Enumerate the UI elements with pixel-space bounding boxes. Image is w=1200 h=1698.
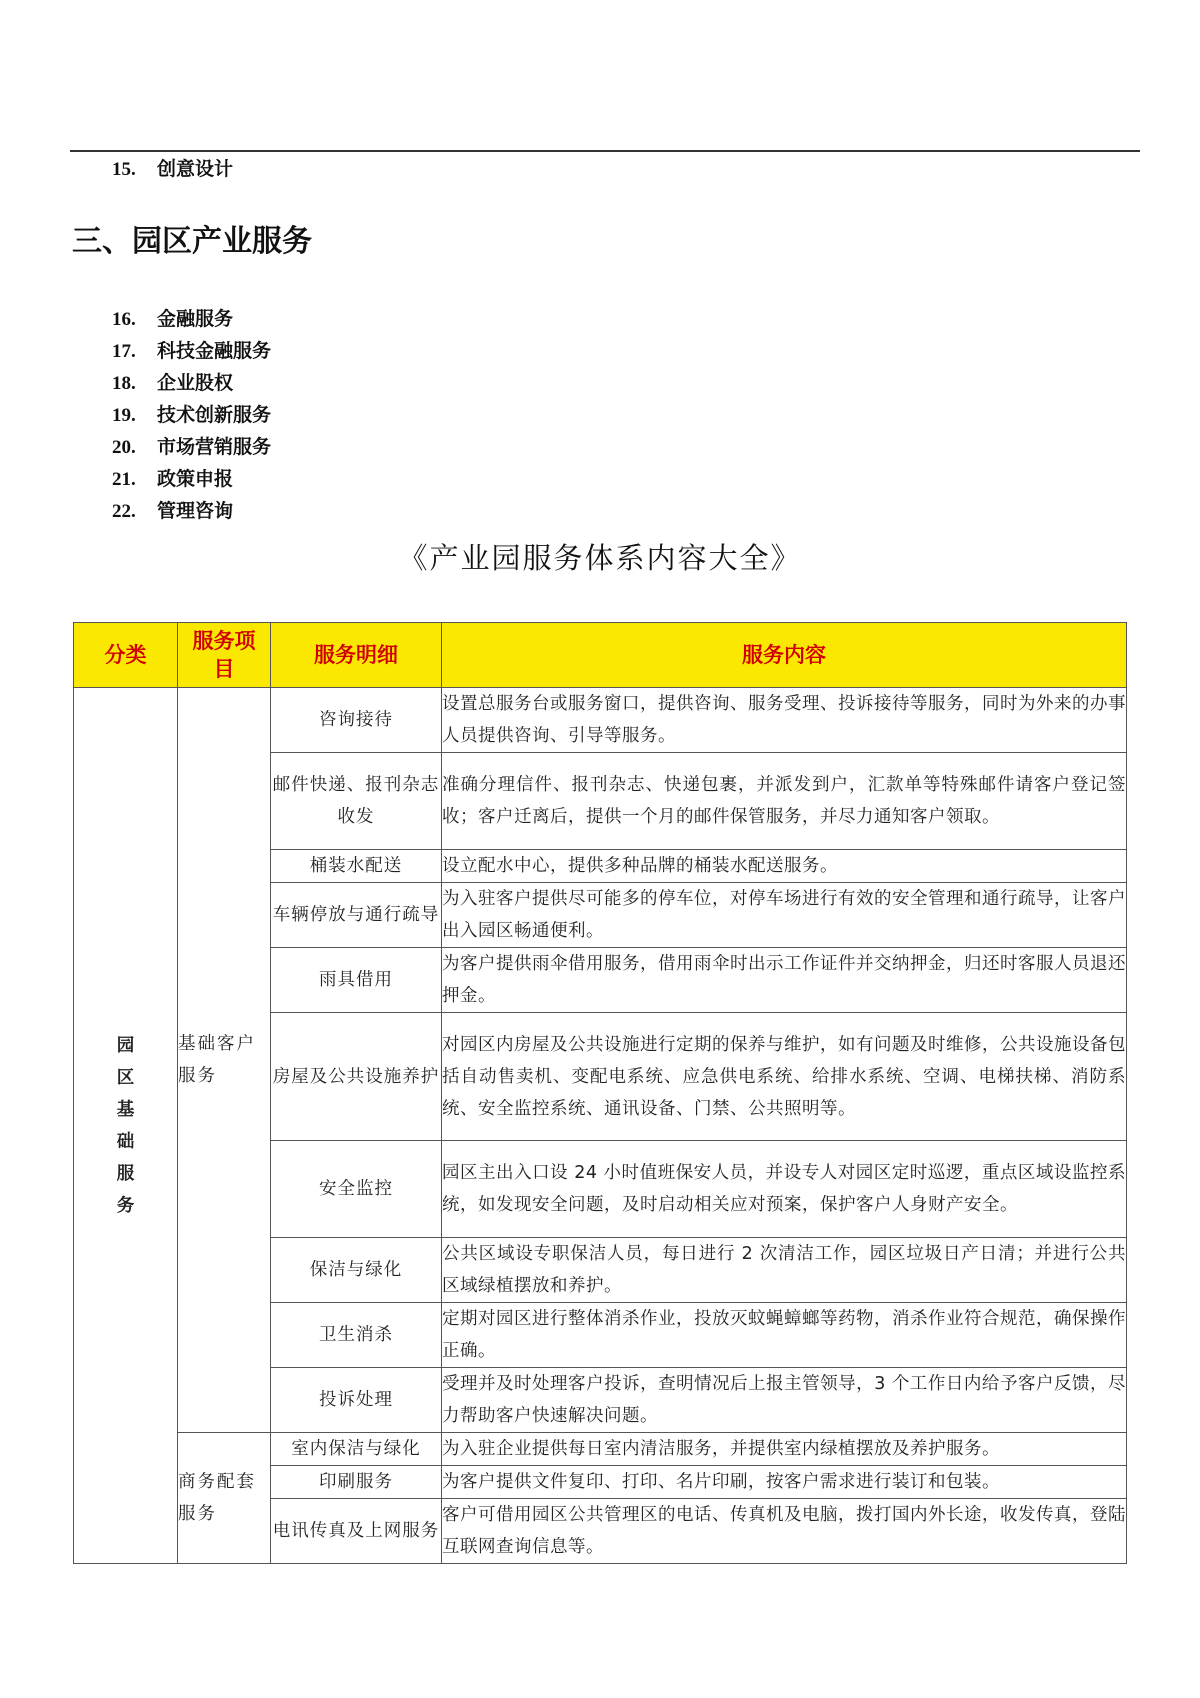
- header-category: 分类: [74, 623, 178, 688]
- detail-cell: 印刷服务: [271, 1466, 442, 1499]
- detail-cell: 雨具借用: [271, 948, 442, 1013]
- detail-cell: 房屋及公共设施养护: [271, 1013, 442, 1141]
- detail-cell: 电讯传真及上网服务: [271, 1499, 442, 1564]
- toc-item-label: 管理咨询: [157, 500, 234, 522]
- content-cell: 为入驻客户提供尽可能多的停车位，对停车场进行有效的安全管理和通行疏导，让客户出入园区畅通便利。: [442, 883, 1127, 948]
- content-cell: 为客户提供雨伞借用服务，借用雨伞时出示工作证件并交纳押金，归还时客服人员退还押金。: [442, 948, 1127, 1013]
- toc-item: [112, 495, 271, 527]
- detail-cell: 桶装水配送: [271, 850, 442, 883]
- table-row: [74, 1433, 1127, 1466]
- toc-item-number: 15.: [112, 159, 136, 180]
- header-rule: [70, 150, 1140, 152]
- detail-cell: 咨询接待: [271, 688, 442, 753]
- project-label: 商务配套服务: [178, 1472, 256, 1524]
- toc-item: [112, 153, 233, 185]
- detail-cell: 邮件快递、报刊杂志收发: [271, 753, 442, 850]
- toc-item-number: 18.: [112, 373, 136, 394]
- toc-item: [112, 399, 271, 431]
- toc-item: [112, 303, 271, 335]
- toc-item-label: 金融服务: [157, 308, 234, 330]
- content-cell: 为客户提供文件复印、打印、名片印刷，按客户需求进行装订和包装。: [442, 1466, 1127, 1499]
- content-cell: 为入驻企业提供每日室内清洁服务，并提供室内绿植摆放及养护服务。: [442, 1433, 1127, 1466]
- table-row: [74, 688, 1127, 753]
- toc-item-number: 20.: [112, 437, 136, 458]
- detail-cell: 安全监控: [271, 1141, 442, 1238]
- header-content: 服务内容: [442, 623, 1127, 688]
- toc-item: [112, 335, 271, 367]
- service-table: [73, 622, 1127, 1564]
- toc-item: [112, 367, 271, 399]
- content-cell: 设立配水中心，提供多种品牌的桶装水配送服务。: [442, 850, 1127, 883]
- toc-item-number: 21.: [112, 469, 136, 490]
- detail-cell: 室内保洁与绿化: [271, 1433, 442, 1466]
- document-title: 《产业园服务体系内容大全》: [398, 541, 802, 575]
- toc-item-label: 市场营销服务: [157, 436, 272, 458]
- toc-item-number: 22.: [112, 501, 136, 522]
- content-cell: 客户可借用园区公共管理区的电话、传真机及电脑，拨打国内外长途，收发传真，登陆互联网查询信息等。: [442, 1499, 1127, 1564]
- content-cell: 定期对园区进行整体消杀作业，投放灭蚊蝇蟑螂等药物，消杀作业符合规范，确保操作正确。: [442, 1303, 1127, 1368]
- toc-list: [112, 303, 271, 527]
- project-cell: [178, 1433, 271, 1564]
- toc-item-number: 16.: [112, 309, 136, 330]
- detail-cell: 保洁与绿化: [271, 1238, 442, 1303]
- content-cell: 园区主出入口设 24 小时值班保安人员，并设专人对园区定时巡逻，重点区域设监控系统，如发现安全问题，及时启动相关应对预案，保护客户人身财产安全。: [442, 1141, 1127, 1238]
- content-cell: 设置总服务台或服务窗口，提供咨询、服务受理、投诉接待等服务，同时为外来的办事人员提供咨询、引导等服务。: [442, 688, 1127, 753]
- table-header-row: [74, 623, 1127, 688]
- header-detail: 服务明细: [271, 623, 442, 688]
- toc-list-top: [112, 153, 233, 185]
- header-project: 服务项目: [178, 623, 271, 688]
- toc-item-label: 科技金融服务: [157, 340, 272, 362]
- project-label: 基础客户服务: [178, 1034, 256, 1086]
- toc-item-number: 17.: [112, 341, 136, 362]
- content-cell: 准确分理信件、报刊杂志、快递包裹，并派发到户，汇款单等特殊邮件请客户登记签收；客户迁离后，提供一个月的邮件保管服务，并尽力通知客户领取。: [442, 753, 1127, 850]
- project-cell: [178, 688, 271, 1433]
- section-heading: 三、园区产业服务: [72, 224, 312, 259]
- toc-item-label: 政策申报: [157, 468, 234, 490]
- toc-item-label: 创意设计: [157, 158, 234, 180]
- category-label: 园区基础服务: [116, 1035, 135, 1216]
- detail-cell: 车辆停放与通行疏导: [271, 883, 442, 948]
- detail-cell: 卫生消杀: [271, 1303, 442, 1368]
- detail-cell: 投诉处理: [271, 1368, 442, 1433]
- content-cell: 公共区域设专职保洁人员，每日进行 2 次清洁工作，园区垃圾日产日清；并进行公共区域绿植摆放和养护。: [442, 1238, 1127, 1303]
- toc-item: [112, 431, 271, 463]
- content-cell: 受理并及时处理客户投诉，查明情况后上报主管领导，3 个工作日内给予客户反馈，尽力帮助客户快速解决问题。: [442, 1368, 1127, 1433]
- toc-item: [112, 463, 271, 495]
- toc-item-number: 19.: [112, 405, 136, 426]
- content-cell: 对园区内房屋及公共设施进行定期的保养与维护，如有问题及时维修，公共设施设备包括自动售卖机、变配电系统、应急供电系统、给排水系统、空调、电梯扶梯、消防系统、安全监控系统、通讯设备、门禁、公共照明等。: [442, 1013, 1127, 1141]
- toc-item-label: 技术创新服务: [157, 404, 272, 426]
- toc-item-label: 企业股权: [157, 372, 234, 394]
- category-cell: [74, 688, 178, 1564]
